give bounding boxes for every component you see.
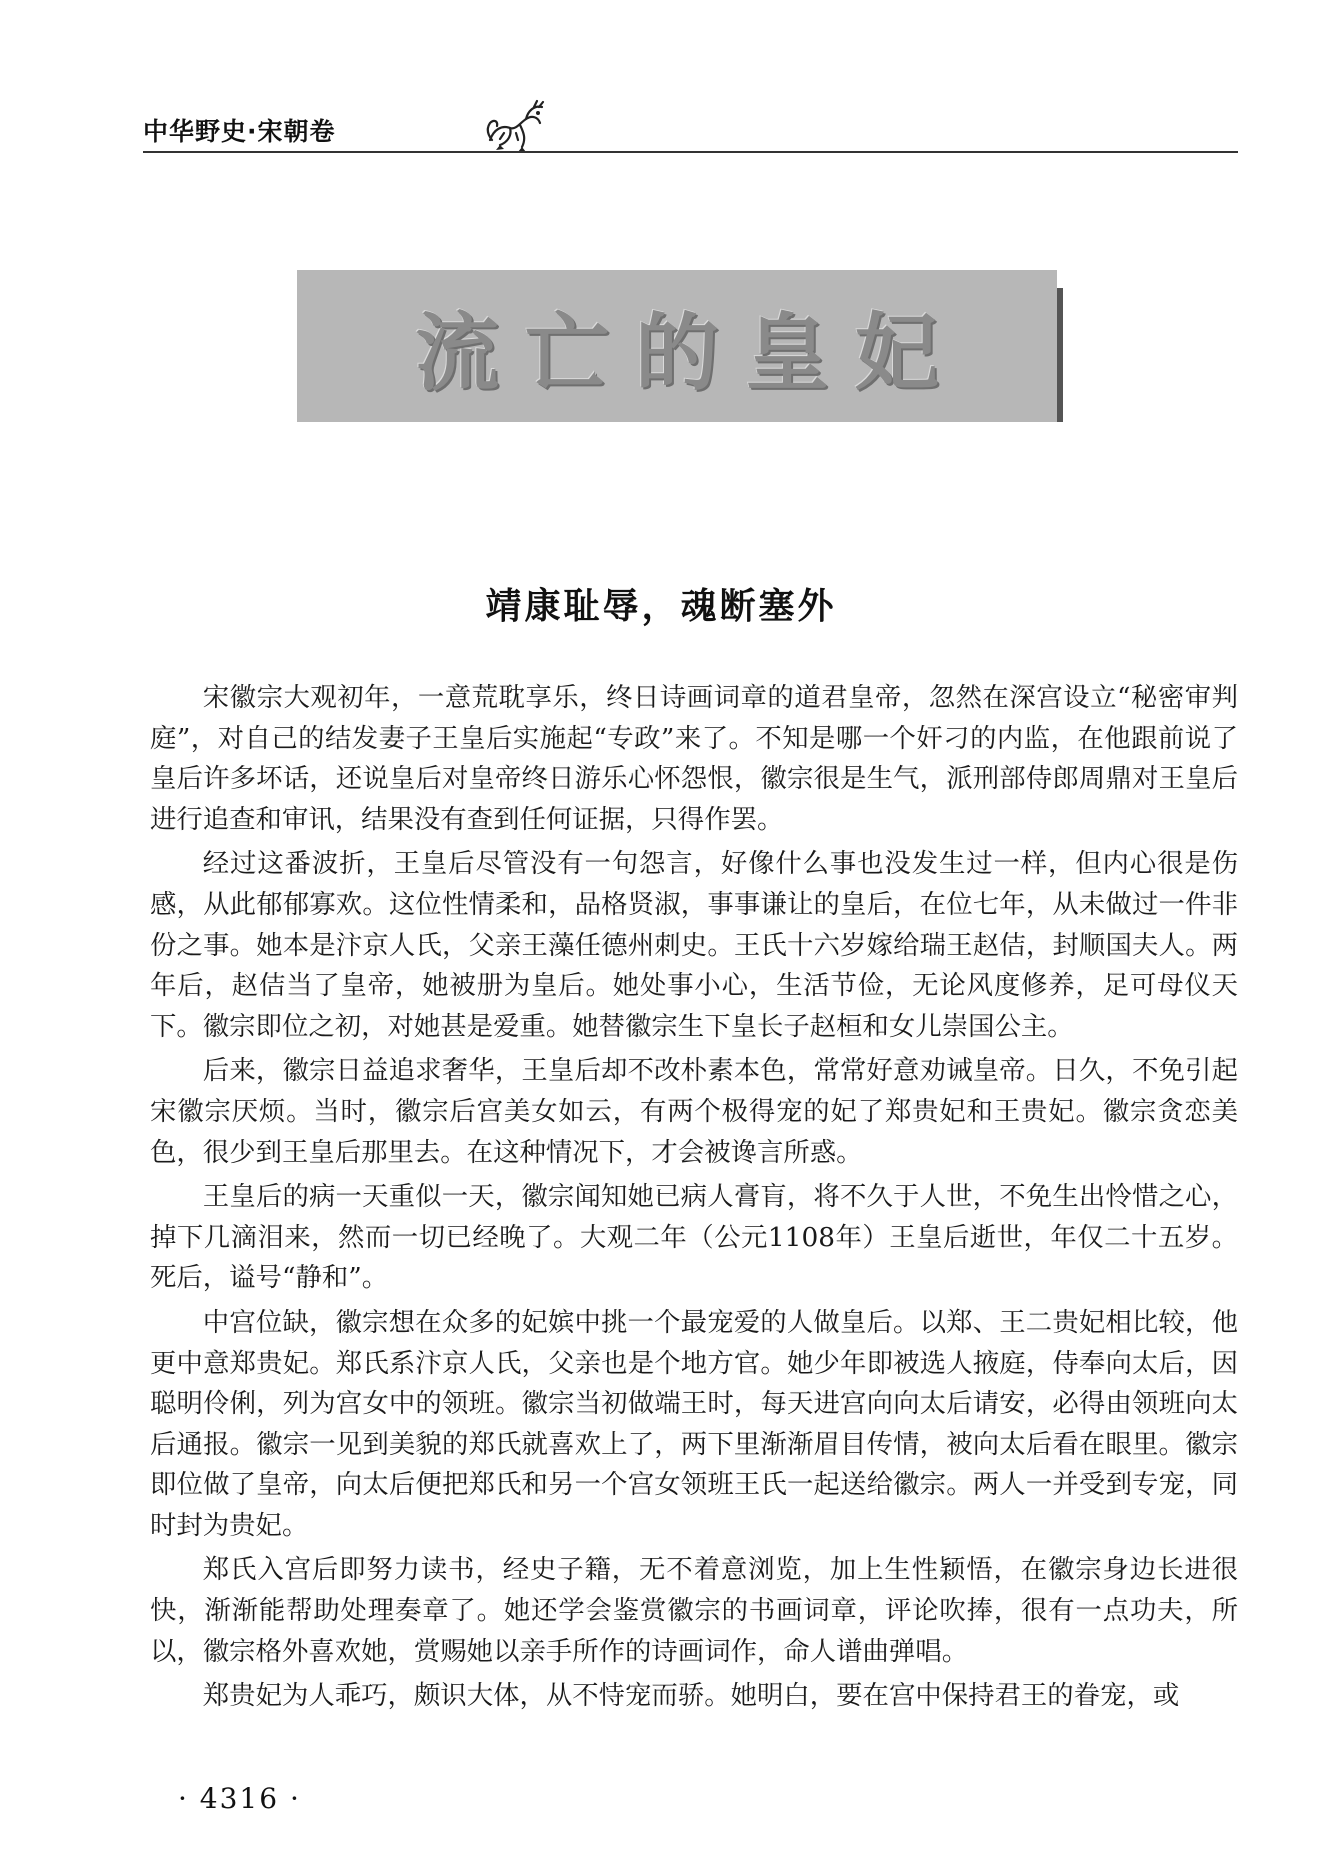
body-text: [150, 678, 1238, 1721]
paragraph: 王皇后的病一天重似一天，徽宗闻知她已病人膏肓，将不久于人世，不免生出怜惜之心，掉下几滴泪来，然而一切已经晚了。大观二年（公元1108年）王皇后逝世，年仅二十五岁。死后，谥号“静和”。: [150, 1181, 1238, 1294]
section-title: 靖康耻辱，魂断塞外: [485, 586, 837, 627]
page-number: · 4316 ·: [178, 1782, 301, 1815]
dragon-emblem-icon: [480, 95, 550, 155]
paragraph: 郑贵妃为人乖巧，颇识大体，从不恃宠而骄。她明白，要在宫中保持君王的眷宠，或: [202, 1680, 1180, 1712]
chapter-title: 流亡的皇妃: [414, 302, 965, 402]
paragraph: 后来，徽宗日益追求奢华，王皇后却不改朴素本色，常常好意劝诫皇帝。日久，不免引起宋徽宗厌烦。当时，徽宗后宫美女如云，有两个极得宠的妃了郑贵妃和王贵妃。徽宗贪恋美色，很少到王皇后那里去。在这种情况下，才会被谗言所惑。: [150, 1055, 1238, 1168]
paragraph: 中宫位缺，徽宗想在众多的妃嫔中挑一个最宠爱的人做皇后。以郑、王二贵妃相比较，他更中意郑贵妃。郑氏系汴京人氏，父亲也是个地方官。她少年即被选人掖庭，侍奉向太后，因聪明伶俐，列为宫女中的领班。徽宗当初做端王时，每天进宫向向太后请安，必得由领班向太后通报。徽宗一见到美貌的郑氏就喜欢上了，两下里渐渐眉目传情，被向太后看在眼里。徽宗即位做了皇帝，向太后便把郑氏和另一个宫女领班王氏一起送给徽宗。两人一并受到专宠，同时封为贵妃。: [150, 1306, 1238, 1541]
banner-edge: [1057, 288, 1063, 422]
chapter-banner: [297, 270, 1057, 422]
paragraph: 经过这番波折，王皇后尽管没有一句怨言，好像什么事也没发生过一样，但内心很是伤感，从此郁郁寡欢。这位性情柔和，品格贤淑，事事谦让的皇后，在位七年，从未做过一件非份之事。她本是汴京人氏，父亲王藻任德州刺史。王氏十六岁嫁给瑞王赵佶，封顺国夫人。两年后，赵佶当了皇帝，她被册为皇后。她处事小心，生活节俭，无论风度修养，足可母仪天下。徽宗即位之初，对她甚是爱重。她替徽宗生下皇长子赵桓和女儿崇国公主。: [150, 848, 1238, 1042]
paragraph: 宋徽宗大观初年，一意荒耽享乐，终日诗画词章的道君皇帝，忽然在深宫设立“秘密审判庭”，对自己的结发妻子王皇后实施起“专政”来了。不知是哪一个奸刁的内监，在他跟前说了皇后许多坏话，还说皇后对皇帝终日游乐心怀怨恨，徽宗很是生气，派刑部侍郎周鼎对王皇后进行追查和审讯，结果没有查到任何证据，只得作罢。: [150, 682, 1238, 835]
paragraph: 郑氏入宫后即努力读书，经史子籍，无不着意浏览，加上生性颖悟，在徽宗身边长进很快，渐渐能帮助处理奏章了。她还学会鉴赏徽宗的书画词章，评论吹捧，很有一点功夫，所以，徽宗格外喜欢她，赏赐她以亲手所作的诗画词作，命人谱曲弹唱。: [150, 1554, 1238, 1667]
running-header: 中华野史·宋朝卷: [143, 117, 336, 146]
header-rule: [143, 151, 1238, 153]
